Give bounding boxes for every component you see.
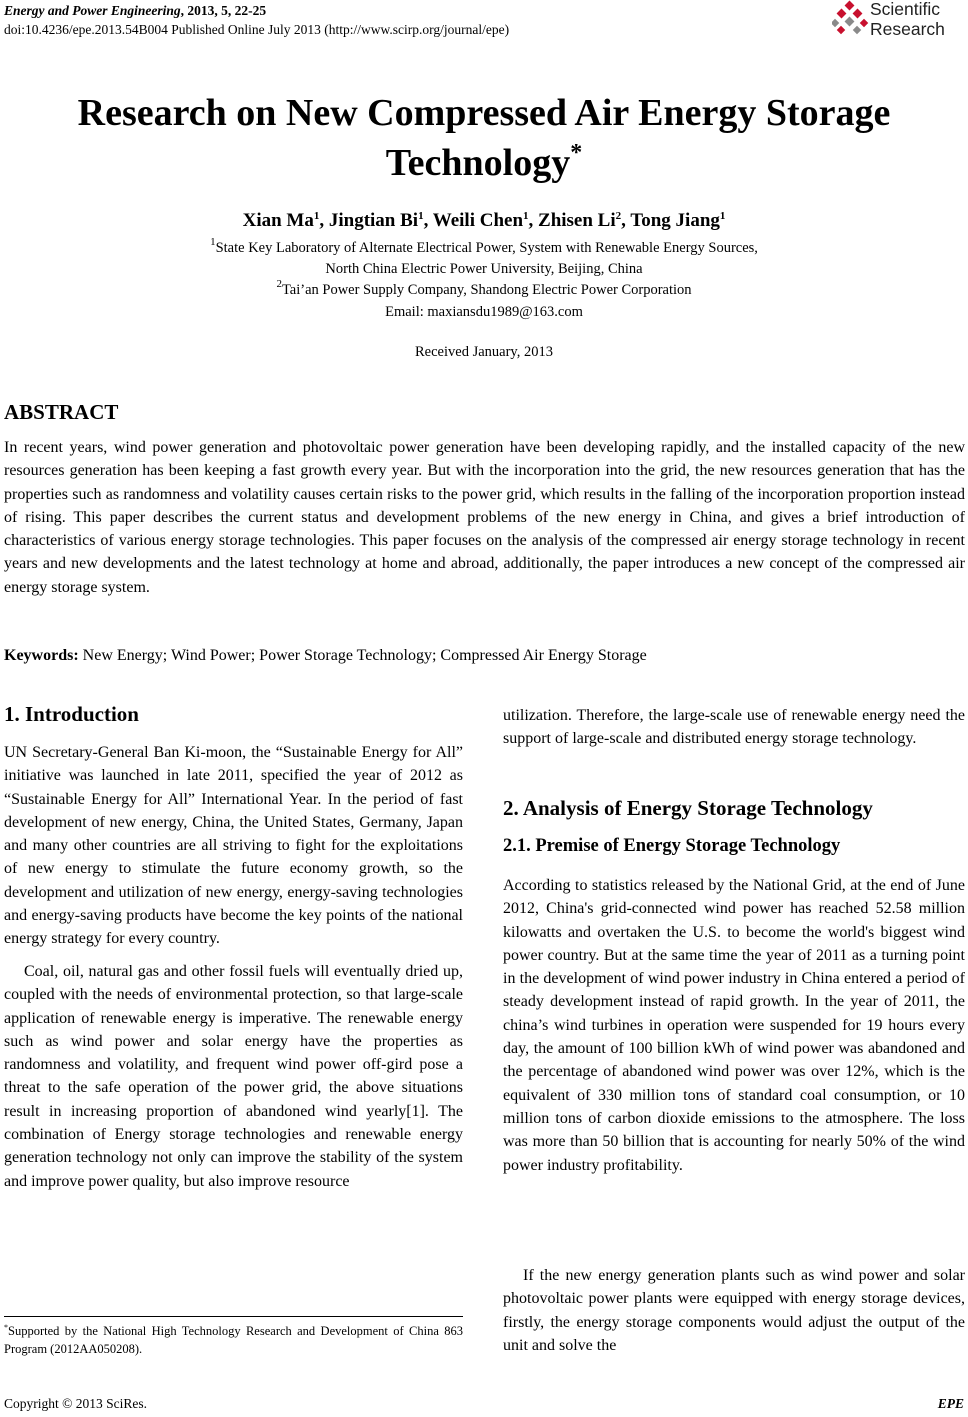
scientific-research-logo-icon (832, 0, 870, 40)
author-name: Tong Jiang (630, 210, 720, 231)
keywords-label: Keywords: (4, 647, 79, 664)
intro-paragraph-2: Coal, oil, natural gas and other fossil fuels will eventually dried up, coupled with the needs of environmental protection, so that large-scale application of renewable energy is imperative. The renewable energy such as wind power and solar energy have the properties as randomness and volatility, and frequent wind power off-gird pose a threat to the safe operation of the power grid, the above situations result in increasing proportion of abandoned wind yearly[1]. The combination of Energy storage technologies and renewable energy generation technology not only can improve the stability of the system and improve power quality, but also improve resource (4, 963, 463, 1190)
author-affiliation-mark: 1 (313, 210, 320, 222)
abstract-text: In recent years, wind power generation and photovoltaic power generation have been developing rapidly, and the installed capacity of the new resources generation has been keeping a fast growth every year. But with the incorporation into the grid, the new resources generation that has the properties such as randomness and volatility causes certain risks to the power grid, which results in the falling of the incorporation proportion instead of rising. This paper describes the current status and development problems of the new energy in China, and gives a brief introduction of characteristics of various energy storage technologies. This paper focuses on the analysis of the compressed air energy storage technology in recent years and new developments and the latest technology at home and abroad, additionally, the paper introduces a new concept of the compressed air energy storage system. (4, 439, 965, 596)
publisher-logo (832, 0, 962, 44)
footnote-rule (4, 1316, 463, 1317)
affiliation-2 (0, 280, 968, 300)
journal-citation (4, 1, 509, 20)
title-line-2-text: Technology (385, 142, 571, 184)
author-affiliation-mark: 2 (615, 210, 622, 222)
author-email: Email: maxiansdu1989@163.com (385, 304, 583, 320)
section-2-heading: 2. Analysis of Energy Storage Technology (503, 796, 873, 820)
logo-line-1: Scientific (870, 0, 941, 19)
author-name: Jingtian Bi (328, 210, 419, 231)
author-separator: , (319, 210, 329, 231)
citation-numbers: , 2013, 5, 22-25 (180, 3, 267, 18)
intro-paragraph-2-continued: utilization. Therefore, the large-scale use of renewable energy need the support of large-scale and distributed energy storage technology. (503, 707, 965, 748)
intro-paragraph-1: UN Secretary-General Ban Ki-moon, the “Sustainable Energy for All” initiative was launched in late 2011, specified the year of 2012 as “Sustainable Energy for All” International Year. In the period of fast development of new energy, China, the United States, Germany, Japan and many other countries are all striving to fight for the exploitations of new energy to stimulate the future economy growth, so the development and utilization of new energy, energy-saving technologies and energy-saving products have become the key points of the national energy strategy for every country. (4, 744, 463, 948)
logo-line-2: Research (870, 18, 945, 39)
title-line-1: Research on New Compressed Air Energy Storage (77, 92, 891, 134)
author-affiliation-mark: 1 (719, 210, 726, 222)
affiliation-1 (0, 238, 968, 258)
footnote-mark: * (4, 1323, 8, 1332)
section-1-heading: 1. Introduction (4, 702, 139, 726)
affiliation-1-line-1: State Key Laboratory of Alternate Electrical Power, System with Renewable Energy Sources, (215, 240, 758, 256)
section-2-1-heading: 2.1. Premise of Energy Storage Technology (503, 836, 841, 856)
footnote-text: Supported by the National High Technology Research and Development of China 863 Program (2012AA050208). (4, 1324, 463, 1356)
copyright-footer: Copyright © 2013 SciRes. (4, 1396, 148, 1411)
affiliation-2-mark: 2 (276, 278, 282, 290)
received-date: Received January, 2013 (415, 344, 553, 360)
affiliation-2-line: Tai’an Power Supply Company, Shandong Electric Power Corporation (281, 282, 692, 298)
journal-name: Energy and Power Engineering (4, 3, 181, 18)
author-name: Zhisen Li (538, 210, 616, 231)
abstract-heading: ABSTRACT (4, 400, 119, 424)
author-name: Weili Chen (432, 210, 524, 231)
journal-abbreviation-footer: EPE (937, 1396, 964, 1411)
author (243, 210, 329, 231)
paper-title (0, 88, 968, 188)
section-2-paragraph-2: If the new energy generation plants such as wind power and solar photovoltaic power plants were equipped with energy storage devices, firstly, the energy storage components would adjust the output of the unit and solve the (503, 1267, 965, 1354)
author-list (0, 210, 968, 232)
author-separator: , (621, 210, 631, 231)
author-separator: , (423, 210, 433, 231)
author (538, 210, 630, 231)
logo-wordmark (870, 0, 945, 39)
doi-line: doi:10.4236/epe.2013.54B004 Published Online July 2013 (http://www.scirp.org/journal/epe) (4, 22, 510, 37)
author (630, 210, 725, 231)
title-footnote-mark: * (570, 140, 583, 166)
author (433, 210, 538, 231)
author-separator: , (528, 210, 539, 231)
running-header (4, 1, 509, 39)
affiliation-1-mark: 1 (210, 236, 216, 248)
title-line-2 (0, 138, 968, 188)
keywords-text: New Energy; Wind Power; Power Storage Technology; Compressed Air Energy Storage (78, 647, 647, 664)
section-2-paragraph-1: According to statistics released by the National Grid, at the end of June 2012, China's grid-connected wind power has reached 52.58 million kilowatts and overtaken the U.S. to become the world's biggest wind power country. But at the same time the year of 2011 as a turning point in the development of wind power industry in China entered a period of steady development instead of rapid growth. In the year of 2011, the china’s wind turbines in operation were suspended for 19 hours every day, the amount of 100 billion kWh of wind power was abandoned and the percentage of abandoned wind power was over 12%, which is the equivalent of 330 million tons of standard coal consumption, or 10 million tons of carbon dioxide emissions to the atmosphere. The loss was more than 50 billion that is accounting for nearly 50% of the wind power industry profitability. (503, 877, 965, 1174)
author (329, 210, 433, 231)
author-affiliation-mark: 1 (523, 210, 529, 222)
author-affiliation-mark: 1 (418, 210, 424, 222)
keywords (4, 647, 647, 665)
funding-footnote (4, 1322, 463, 1358)
author-name: Xian Ma (242, 210, 314, 231)
affiliation-1-line-2: North China Electric Power University, Beijing, China (325, 261, 643, 277)
